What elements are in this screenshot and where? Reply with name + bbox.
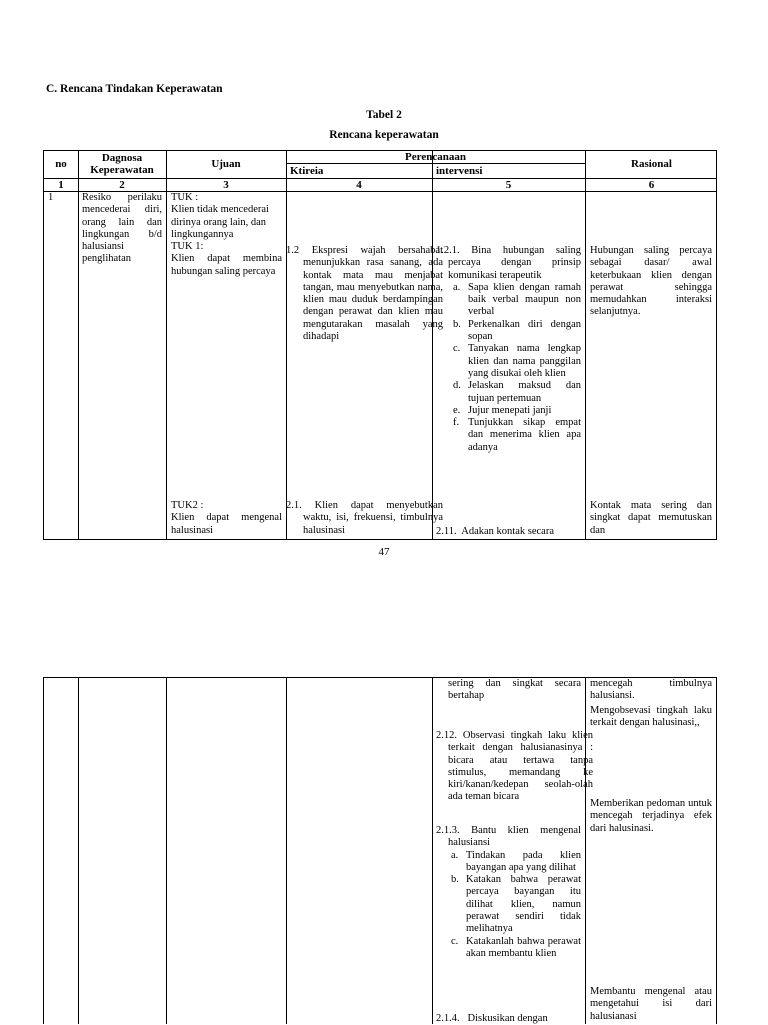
- header-rasional: Rasional: [631, 158, 672, 170]
- kriteria-2: 2.1. Klien dapat menyebutkan waktu, isi, frekuensi, timbulnya halusinasi: [286, 500, 443, 536]
- diagnosa-text: Resiko perilaku mencederai diri, orang lain dan lingkungan b/d halusiansi penglihatan: [82, 192, 162, 265]
- tuk-label: TUK :: [171, 192, 199, 203]
- col-number: 3: [223, 179, 229, 191]
- tuk2-label: TUK2 :: [171, 500, 204, 511]
- kriteria-1: 1.2 Ekspresi wajah bersahabat menunjukkan rasa sanang, ada kontak mata mau menjabat tangan, mau menyebutkan nama, klien mau duduk berdampingan dengan perawat dan klien mau mengutarakan masalah yang dihadapi: [286, 245, 443, 343]
- care-plan-table: [43, 150, 717, 540]
- intervensi-214: 2.1.4. Diskusikan dengan: [436, 1013, 548, 1024]
- page-number: 47: [378, 546, 390, 558]
- tuk2-text: Klien dapat mengenal halusinasi: [171, 512, 282, 536]
- rasional-cont-1: mencegah timbulnya halusiansi.: [590, 678, 712, 702]
- header-dagnosa-line1: Dagnosa: [101, 152, 143, 164]
- header-perencanaan: Perencanaan: [405, 151, 466, 163]
- header-ujuan: Ujuan: [211, 158, 241, 170]
- intervensi-head: 1.2.1. Bina hubungan saling percaya dengan prinsip komunikasi terapeutik: [436, 245, 581, 281]
- rasional-2: Kontak mata sering dan singkat dapat memutuskan dan: [590, 500, 712, 536]
- rasional-cont-3: Memberikan pedoman untuk mencegah terjadinya efek dari halusinasi.: [590, 798, 712, 834]
- col-number: 6: [648, 179, 655, 191]
- header-no: no: [55, 158, 67, 170]
- list-item: a. Sapa klien dengan ramah baik verbal maupun non verbal: [453, 281, 581, 318]
- list-item: d. Jelaskan maksud dan tujuan pertemuan: [453, 380, 581, 404]
- section-heading: C. Rencana Tindakan Keperawatan: [46, 83, 223, 95]
- intervensi-continued: sering dan singkat secara bertahap: [448, 678, 581, 702]
- intervensi-list: [436, 245, 581, 454]
- row-number: 1: [48, 192, 54, 203]
- tuk1-label: TUK 1:: [171, 241, 204, 253]
- list-item: a. Tindakan pada klien bayangan apa yang dilihat: [451, 849, 581, 873]
- rasional-1: Hubungan saling percaya sebagai dasar/ awal keterbukaan klien dengan perawat sehingga memudahkan interaksi selanjutnya.: [590, 245, 712, 318]
- list-item: e. Jujur menepati janji: [453, 404, 552, 416]
- intervensi-items: [436, 282, 581, 454]
- rasional-cont-2: Mengobsevasi tingkah laku terkait dengan halusinasi,,: [590, 705, 712, 729]
- intervensi-213-block: [436, 825, 581, 960]
- tujuan-text: [171, 192, 282, 278]
- intervensi-213: 2.1.3. Bantu klien mengenal halusiansi: [436, 825, 581, 849]
- list-item: f. Tunjukkan sikap empat dan menerima klien apa adanya: [453, 417, 581, 453]
- table-title: Rencana keperawatan: [329, 129, 439, 141]
- header-dagnosa: [78, 152, 166, 176]
- header-intervensi: intervensi: [436, 165, 483, 177]
- rasional-cont-4: Membantu mengenal atau mengetahui isi dari halusianasi: [590, 986, 712, 1022]
- tuk1-text: Klien dapat membina hubungan saling percaya: [171, 253, 282, 277]
- col-number: 5: [505, 179, 512, 191]
- tuk-text: Klien tidak mencederai dirinya orang lain, dan lingkungannya: [171, 204, 269, 240]
- header-dagnosa-line2: Keperawatan: [90, 164, 154, 176]
- list-item: c. Tanyakan nama lengkap klien dan nama panggilan yang disukai oleh klien: [453, 343, 581, 379]
- col-number: 2: [119, 179, 125, 191]
- intervensi-tail: 2.11. Adakan kontak secara: [436, 526, 554, 537]
- list-item: c. Katakanlah bahwa perawat akan membantu klien: [451, 935, 581, 959]
- table-label: Tabel 2: [366, 109, 402, 121]
- list-item: b. Perkenalkan diri dengan sopan: [453, 318, 581, 343]
- care-plan-table-continued: [43, 677, 717, 1024]
- col-number: 4: [356, 179, 362, 191]
- header-ktireia: Ktireia: [290, 165, 324, 177]
- intervensi-212: 2.12. Observasi tingkah laku klien terkait dengan halusianasinya : bicara atau tertawa tanpa stimulus, memandang ke kiri/kanan/kedepan seolah-olah ada teman bicara: [436, 730, 593, 803]
- col-number: 1: [58, 179, 64, 191]
- list-item: b. Katakan bahwa perawat percaya bayangan itu dilihat klien, namun perawat sendiri tidak melihatnya: [451, 874, 581, 935]
- tujuan-text-2: [171, 500, 282, 537]
- intervensi-213-items: [436, 850, 581, 961]
